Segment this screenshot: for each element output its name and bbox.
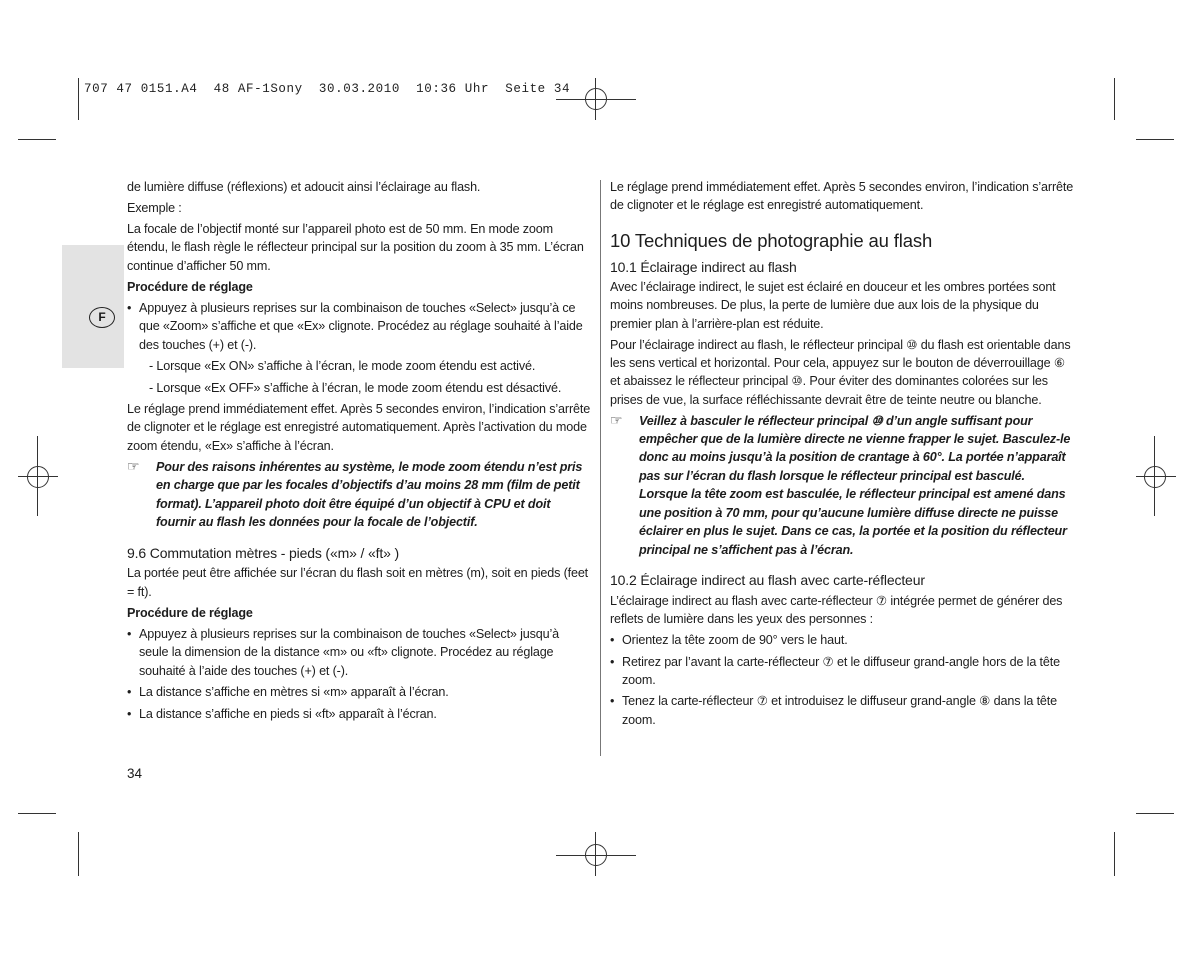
bullet-icon: •	[610, 654, 615, 669]
crop-mark	[1136, 813, 1174, 814]
language-tab	[62, 245, 124, 368]
bullet-icon: •	[127, 300, 132, 315]
language-badge: F	[89, 307, 115, 328]
dash-item: - Lorsque «Ex ON» s’affiche à l’écran, le mode zoom étendu est activé.	[149, 359, 536, 374]
subheading: Procédure de réglage	[127, 279, 253, 294]
bullet-item	[610, 692, 1076, 729]
crop-mark	[18, 813, 56, 814]
bullet-text: Appuyez à plusieurs reprises sur la combinaison de touches «Select» jusqu’à ce que «Zoom» s’affiche et que «Ex» clignote. Procédez au réglage souhaité à l’aide des touches (+) et (-).	[139, 300, 583, 352]
bullet-item	[127, 625, 591, 680]
pointing-hand-icon: ☞	[610, 411, 623, 428]
bullet-item	[610, 653, 1076, 690]
bullet-item	[127, 299, 591, 354]
bullet-text: Orientez la tête zoom de 90° vers le haut.	[622, 633, 848, 648]
crop-mark	[18, 139, 56, 140]
page-number: 34	[127, 766, 143, 781]
bullet-text: Tenez la carte-réflecteur ⑦ et introduisez le diffuseur grand-angle ⑧ dans la tête zoom.	[622, 694, 1057, 727]
column-divider	[600, 180, 601, 756]
chapter-heading: 10 Techniques de photographie au flash	[610, 229, 933, 251]
bullet-text: La distance s’affiche en pieds si «ft» apparaît à l’écran.	[139, 706, 437, 721]
bullet-item	[127, 705, 591, 723]
crop-mark	[1136, 139, 1174, 140]
paragraph: Le réglage prend immédiatement effet. Après 5 secondes environ, l’indication s’arrête de clignoter et le réglage est enregistré automatiquement.	[610, 180, 1074, 213]
paragraph: L’éclairage indirect au flash avec carte-réflecteur ⑦ intégrée permet de générer des reflets de lumière dans les yeux des personnes :	[610, 593, 1063, 627]
bullet-icon: •	[610, 633, 615, 648]
crop-mark	[1114, 832, 1115, 876]
pointing-hand-icon: ☞	[127, 457, 140, 474]
paragraph: Avec l’éclairage indirect, le sujet est éclairé en douceur et les ombres portées sont moins nombreuses. De plus, la perte de lumière due aux lois de la physique du premier plan à l’arrière-plan est réduite.	[610, 279, 1056, 331]
bullet-text: La distance s’affiche en mètres si «m» apparaît à l’écran.	[139, 685, 449, 700]
paragraph: La focale de l’objectif monté sur l’appareil photo est de 50 mm. En mode zoom étendu, le flash règle le réflecteur principal sur la position du zoom à 35 mm. L’écran continue d’afficher 50 mm.	[127, 221, 584, 273]
crop-mark	[78, 78, 79, 120]
paragraph: La portée peut être affichée sur l’écran du flash soit en mètres (m), soit en pieds (feet = ft).	[127, 566, 589, 599]
left-column	[127, 178, 591, 726]
bullet-icon: •	[127, 685, 132, 700]
paragraph: Exemple :	[127, 200, 182, 215]
paragraph: de lumière diffuse (réflexions) et adoucit ainsi l’éclairage au flash.	[127, 180, 481, 194]
subheading: Procédure de réglage	[127, 605, 253, 620]
note	[127, 458, 591, 532]
paragraph: Pour l’éclairage indirect au flash, le réflecteur principal ⑩ du flash est orientable dans les sens vertical et horizontal. Pour cela, appuyez sur le bouton de déverrouillage ⑥ et abaissez le réflecteur principal ⑩. Pour éviter des dominantes colorées sur les prises de vue, la surface réfléchissante devrait être de teinte neutre ou blanche.	[610, 337, 1071, 407]
note-text: Veillez à basculer le réflecteur principal ⑩ d’un angle suffisant pour empêcher que de la lumière directe ne vienne frapper le sujet. Basculez-le donc au moins jusqu’à la position de crantage à 60°. La portée n’apparaît pas sur l’écran du flash lorsque le réflecteur principal est basculé. Lorsque la tête zoom est basculée, le réflecteur principal est amené dans une position à 70 mm, pour qu’aucune lumière diffuse directe ne puisse éclairer en plus le sujet. Dans ce cas, la portée et la position du réflecteur principal ne s’affichent pas à l’écran.	[639, 413, 1071, 557]
paragraph: Le réglage prend immédiatement effet. Après 5 secondes environ, l’indication s’arrête de clignoter et le réglage est enregistré automatiquement. Après l’activation du mode zoom étendu, «Ex» s’affiche à l’écran.	[127, 401, 591, 453]
section-heading-9-6: 9.6 Commutation mètres - pieds («m» / «ft» )	[127, 545, 399, 562]
bullet-icon: •	[127, 706, 132, 721]
dash-item: - Lorsque «Ex OFF» s’affiche à l’écran, le mode zoom étendu est désactivé.	[149, 380, 562, 395]
bullet-text: Retirez par l’avant la carte-réflecteur ⑦ et le diffuseur grand-angle hors de la tête zoom.	[622, 654, 1060, 688]
bullet-icon: •	[610, 694, 615, 709]
note-text: Pour des raisons inhérentes au système, le mode zoom étendu n’est pris en charge que par les focales d’objectifs d’au moins 28 mm (film de petit format). L’appareil photo doit être équipé d’un objectif à CPU et doit fournir au flash les données pour la focale de l’objectif.	[156, 459, 583, 529]
crop-mark	[1114, 78, 1115, 120]
bullet-item	[127, 683, 591, 701]
note	[610, 412, 1076, 559]
section-heading-10-1: 10.1 Éclairage indirect au flash	[610, 258, 797, 275]
section-heading-10-2: 10.2 Éclairage indirect au flash avec carte-réflecteur	[610, 571, 925, 588]
bullet-icon: •	[127, 627, 132, 642]
printer-slug: 707 47 0151.A4 48 AF-1Sony 30.03.2010 10:36 Uhr Seite 34	[84, 82, 571, 96]
bullet-text: Appuyez à plusieurs reprises sur la combinaison de touches «Select» jusqu’à seule la dimension de la distance «m» ou «ft» clignote. Procédez au réglage souhaité à l’aide des touches (+) et (-).	[139, 627, 559, 678]
right-column	[610, 178, 1076, 732]
crop-mark	[78, 832, 79, 876]
bullet-item	[610, 631, 1076, 649]
